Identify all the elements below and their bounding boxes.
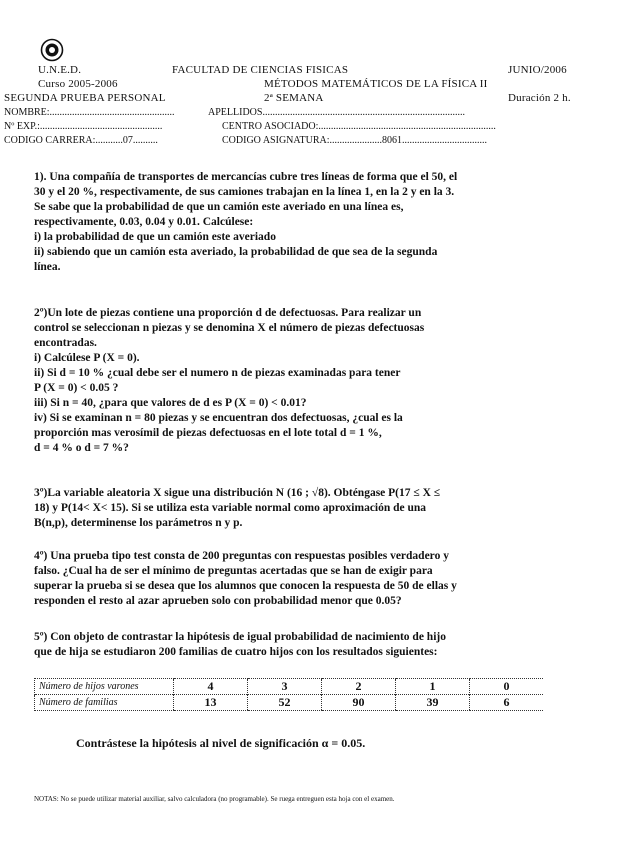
- q5-line: que de hija se estudiaron 200 familias de cuatro hijos con los resultados siguientes:: [34, 646, 438, 658]
- q5-line: 5º) Con objeto de contrastar la hipótesis de igual probabilidad de nacimiento de hijo: [34, 631, 446, 643]
- notes-footer: NOTAS: No se puede utilizar material auxiliar, salvo calculadora (no programable). Se ruega entreguen esta hoja con el examen.: [34, 795, 395, 803]
- q3-line: 3º)La variable aleatoria X sigue una distribución N (16 ; √8). Obténgase P(17 ≤ X ≤: [34, 487, 441, 499]
- nexp-field: Nº EXP.:.................................................: [4, 121, 163, 132]
- codigo-carrera-field: CODIGO CARRERA:...........07..........: [4, 135, 158, 146]
- q4-line: responden el resto al azar aprueben solo con probabilidad menor que 0.05?: [34, 595, 402, 607]
- table-cell: 2: [322, 679, 396, 695]
- exam-week: 2ª SEMANA: [264, 92, 324, 104]
- exam-date: JUNIO/2006: [508, 64, 567, 76]
- nombre-field: NOMBRE:..................................................: [4, 107, 175, 118]
- table-cell: 39: [396, 695, 470, 711]
- q3-line: B(n,p), determinense los parámetros n y p.: [34, 517, 243, 529]
- table-cell: 90: [322, 695, 396, 711]
- q2-line: control se seleccionan n piezas y se denomina X el número de piezas defectuosas: [34, 322, 425, 334]
- table-cell: 3: [248, 679, 322, 695]
- question-5: [34, 630, 608, 660]
- q1-line: respectivamente, 0.03, 0.04 y 0.01. Calcúlese:: [34, 216, 254, 228]
- q3-line: 18) y P(14< X< 15). Si se utiliza esta variable normal como aproximación de una: [34, 502, 427, 514]
- table-cell: 0: [470, 679, 544, 695]
- centro-field: CENTRO ASOCIADO:.......................................................................: [222, 121, 496, 132]
- codigo-asignatura-field: CODIGO ASIGNATURA:.....................8061..................................: [222, 135, 488, 146]
- q2-line: proporción mas verosímil de piezas defectuosas en el lote total d = 1 %,: [34, 427, 382, 439]
- contrast-instruction: Contrástese la hipótesis al nivel de significación α = 0.05.: [76, 736, 366, 750]
- faculty-name: FACULTAD DE CIENCIAS FISICAS: [172, 64, 349, 76]
- exam-type: SEGUNDA PRUEBA PERSONAL: [4, 92, 166, 104]
- apellidos-field: APELLIDOS.................................................................................: [208, 107, 465, 118]
- row-label-familias: Número de familias: [35, 695, 174, 711]
- table-cell: 52: [248, 695, 322, 711]
- question-4: [34, 549, 608, 609]
- question-3: [34, 486, 608, 531]
- q4-line: superar la prueba si se desea que los alumnos que conocen la respuesta de 50 de ellas y: [34, 580, 457, 592]
- q1-line: i) la probabilidad de que un camión este averiado: [34, 231, 276, 243]
- q1-line: línea.: [34, 261, 61, 273]
- families-table: [34, 678, 543, 711]
- q4-line: falso. ¿Cual ha de ser el mínimo de preguntas acertadas que se han de exigir para: [34, 565, 433, 577]
- q1-line: 30 y el 20 %, respectivamente, de sus camiones trabajan en la línea 1, en la 2 y en la 3.: [34, 186, 455, 198]
- table-row: [35, 695, 544, 711]
- uned-seal-icon: [40, 38, 64, 62]
- row-label-varones: Número de hijos varones: [35, 679, 174, 695]
- q2-line: iv) Si se examinan n = 80 piezas y se encuentran dos defectuosas, ¿cual es la: [34, 412, 403, 424]
- table-cell: 1: [396, 679, 470, 695]
- q2-line: ii) Si d = 10 % ¿cual debe ser el numero n de piezas examinadas para tener: [34, 367, 401, 379]
- q1-line: 1). Una compañía de transportes de mercancías cubre tres líneas de forma que el 50, el: [34, 171, 458, 183]
- q2-line: 2º)Un lote de piezas contiene una proporción d de defectuosas. Para realizar un: [34, 307, 422, 319]
- course-year: Curso 2005-2006: [38, 78, 118, 90]
- q2-line: encontradas.: [34, 337, 97, 349]
- q4-line: 4º) Una prueba tipo test consta de 200 preguntas con respuestas posibles verdadero y: [34, 550, 449, 562]
- question-2: [34, 306, 608, 456]
- q1-line: ii) sabiendo que un camión esta averiado, la probabilidad de que sea de la segunda: [34, 246, 438, 258]
- q2-line: i) Calcúlese P (X = 0).: [34, 352, 140, 364]
- subject-name: MÉTODOS MATEMÁTICOS DE LA FÍSICA II: [264, 78, 488, 90]
- q1-line: Se sabe que la probabilidad de que un camión este averiado en una línea es,: [34, 201, 404, 213]
- question-1: [34, 170, 608, 275]
- q2-line: d = 4 % o d = 7 %?: [34, 442, 129, 454]
- q2-line: iii) Si n = 40, ¿para que valores de d es P (X = 0) < 0.01?: [34, 397, 307, 409]
- table-cell: 13: [174, 695, 248, 711]
- table-cell: 6: [470, 695, 544, 711]
- table-row: [35, 679, 544, 695]
- university-name: U.N.E.D.: [38, 64, 82, 76]
- exam-duration: Duración 2 h.: [508, 92, 571, 104]
- q2-line: P (X = 0) < 0.05 ?: [34, 382, 119, 394]
- table-cell: 4: [174, 679, 248, 695]
